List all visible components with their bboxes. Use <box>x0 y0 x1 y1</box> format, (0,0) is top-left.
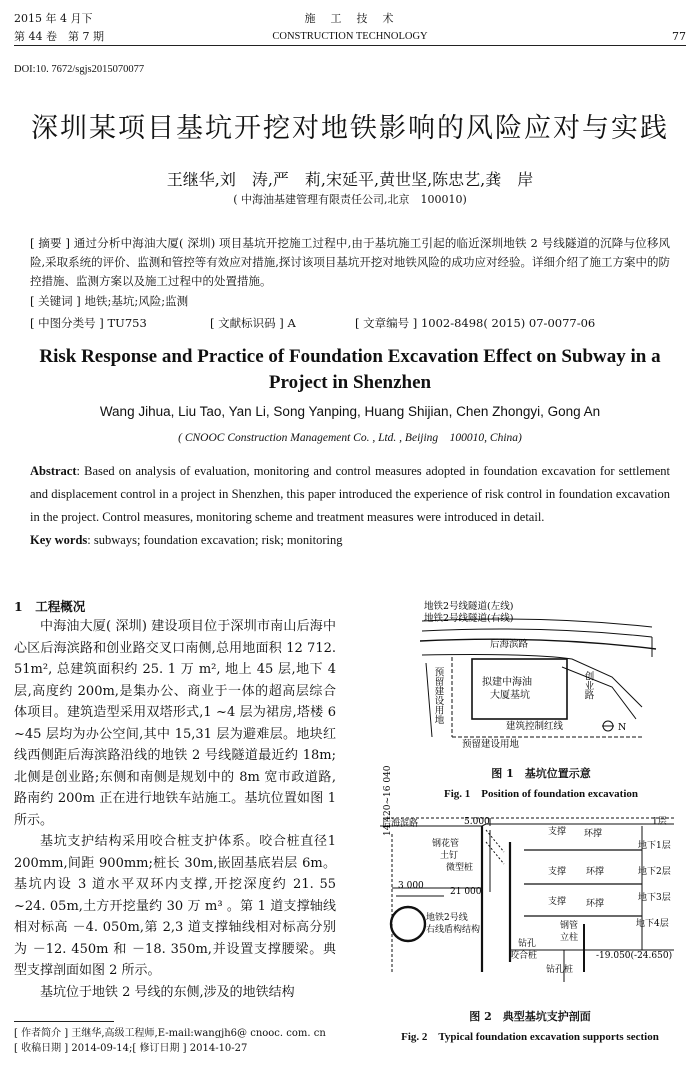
body-paragraph-3: 基坑位于地铁 2 号线的东侧,涉及的地铁结构 <box>40 984 295 1000</box>
fig2-soil-nail: 土钉 <box>440 851 459 861</box>
figure-2-caption-cn: 图 2 典型基坑支护剖面 <box>469 1010 591 1023</box>
figure-1-caption-cn: 图 1 基坑位置示意 <box>491 767 591 780</box>
fig2-level-b1: 地下1层 <box>638 841 671 851</box>
keywords-en-text: : subways; foundation excavation; risk; monitoring <box>87 533 343 547</box>
fig1-control-line: 建筑控制红线 <box>506 721 564 732</box>
doc-code: [ 文献标识码 ] A <box>210 316 296 330</box>
keywords-cn-text: 地铁;基坑;风险;监测 <box>80 294 189 308</box>
body-paragraph-1: 中海油大厦( 深圳) 建设项目位于深圳市南山后海中心区后海滨路和创业路交叉口南侧,总用地面积 12 712. 51m², 总建筑面积约 25. 1 万 m², 地上 45 层,地下 4 层,高度约 200m,是集办公、商业于一体的超高层综合体项目。建筑造型采用双塔形式,1 ~4 层为裙房,塔楼 6 ~45 层均为办公空间,其中 15,31 层为避难层。地块红线西侧距后海滨路沿线的地铁 2 号线隧道最近约 18m;北侧是创业路;东侧和南侧是规划中的 8m 宽市政道路,路南约 200m 正在进行地铁车站施工。基坑位置如图 1 所示。 <box>14 619 336 828</box>
fig2-level-1: 1层 <box>652 817 667 827</box>
fig2-dim-21000: 21 000 <box>450 887 482 897</box>
affiliation: ( 中海油基建管理有限责任公司,北京 100010) <box>233 193 467 206</box>
fig1-tunnel-left: 地铁2号线隧道(左线) <box>424 601 514 612</box>
fig1-tunnel-right: 地铁2号线隧道(右线) <box>424 613 514 624</box>
fig2-bored-pile2: 咬合桩 <box>510 951 538 961</box>
page-number: 77 <box>672 30 686 43</box>
volume-issue: 第 44 卷 第 7 期 <box>14 30 104 43</box>
fig1-site2: 大厦基坑 <box>490 690 530 701</box>
affiliation-en: ( CNOOC Construction Management Co. , Ltd. , Beijing 100010, China) <box>178 432 522 444</box>
fig2-strut-1: 支撑 <box>548 827 567 837</box>
footnote-author: [ 作者简介 ] 王继华,高级工程师,E-mail:wangjh6@ cnooc. com. cn <box>14 1028 326 1039</box>
fig2-steel-column2: 立柱 <box>560 933 579 943</box>
fig1-road: 后海滨路 <box>490 639 529 650</box>
abstract-en-label: Abstract <box>30 464 77 478</box>
fig2-micro-pile: 微型桩 <box>446 863 474 873</box>
fig2-ring-3: 环撑 <box>586 899 605 909</box>
fig2-dim-top: 5.000 <box>464 817 490 827</box>
fig2-bored-pile3: 钻孔桩 <box>546 965 574 975</box>
fig2-road: 后海滨路 <box>382 819 419 829</box>
abstract-en-text: : Based on analysis of evaluation, monitoring and control measures adopted in foundation excavation for settlement and displacement control in a project in Shenzhen, this paper introduced the experience of risk control in foundation excavation in the project. Control measures, monitoring scheme and treatment measures were introduced in detail. <box>30 464 670 524</box>
tunnel-icon <box>391 907 425 941</box>
fig1-north: N <box>618 722 627 733</box>
keywords-cn-label: [ 关键词 ] <box>30 294 81 308</box>
journal-name-cn: 施 工 技 术 <box>304 12 396 25</box>
fig2-level-b3: 地下3层 <box>638 893 671 903</box>
fig2-steel-column: 钢管 <box>560 921 579 931</box>
author-list-en: Wang Jihua, Liu Tao, Yan Li, Song Yanping, Huang Shijian, Chen Zhongyi, Gong An <box>99 404 601 419</box>
fig2-tunnel2: 右线盾构结构 <box>426 925 481 935</box>
abstract-en <box>30 460 670 552</box>
footnote-dates: [ 收稿日期 ] 2014-09-14;[ 修订日期 ] 2014-10-27 <box>14 1043 248 1054</box>
keywords-cn <box>30 293 670 309</box>
fig2-ring-2: 环撑 <box>586 867 605 877</box>
abstract-cn-text: 通过分析中海油大厦( 深圳) 项目基坑开挖施工过程中,由于基坑施工引起的临近深圳地铁 2 号线隧道的沉降与位移风险,采取系统的评价、监测和管控等有效应对措施,探讨该项目基坑开挖对地铁风险的成功应对经验。详细介绍了施工方案中的防控措施、监测方案以及施工过程中的处置措施。 <box>30 236 670 288</box>
issue-date: 2015 年 4 月下 <box>14 12 93 25</box>
clc-number: [ 中图分类号 ] TU753 <box>30 316 147 330</box>
article-number: [ 文章编号 ] 1002-8498( 2015) 07-0077-06 <box>355 316 596 330</box>
fig1-site: 拟建中海油 <box>482 677 532 688</box>
fig2-ring-1: 环撑 <box>584 829 603 839</box>
author-list: 王继华,刘 涛,严 莉,宋延平,黄世坚,陈忠艺,龚 岸 <box>166 170 534 189</box>
figure-2-caption-en: Fig. 2 Typical foundation excavation supports section <box>401 1031 659 1043</box>
keywords-en-label: Key words <box>30 533 88 547</box>
fig2-dim-left: 14 420~16 040 <box>383 765 393 836</box>
fig2-tunnel: 地铁2号线 <box>426 913 468 923</box>
fig2-level-b2: 地下2层 <box>638 867 671 877</box>
classification-row <box>30 315 670 331</box>
doi: DOI:10. 7672/sgjs2015070077 <box>14 64 145 75</box>
journal-name-en: CONSTRUCTION TECHNOLOGY <box>272 31 428 42</box>
abstract-cn-label: [ 摘要 ] <box>30 236 71 250</box>
fig1-road-east: 创业路 <box>582 671 594 700</box>
fig1-reserved-left: 预留建设用地 <box>432 667 444 724</box>
section-heading: 1 工程概况 <box>14 599 86 614</box>
paper-title: 深圳某项目基坑开挖对地铁影响的风险应对与实践 <box>31 113 669 144</box>
section-body <box>14 616 336 1003</box>
fig2-dim-3000: 3 000 <box>398 881 424 891</box>
fig2-strut-2: 支撑 <box>548 867 567 877</box>
fig2-bored-pile: 钻孔 <box>518 939 537 949</box>
footnote-rule <box>14 1021 114 1022</box>
fig2-elevation: -19.050(-24.650) <box>596 951 673 961</box>
body-paragraph-2: 基坑支护结构采用咬合桩支护体系。咬合桩直径1 200mm,间距 900mm;桩长 30m,嵌固基底岩层 6m。基坑内设 3 道水平双环内支撑,开挖深度约 21. 55 ~24. 05m,土方开挖量约 30 万 m³ 。第 1 道支撑轴线相对标高 －4. 050m,第 2,3 道支撑轴线相对标高分别为 －12. 450m 和 －18. 350m,并设置支撑腰梁。典型支撑剖面如图 2 所示。 <box>14 834 336 978</box>
fig2-steel-pipe: 钢花管 <box>432 839 460 849</box>
fig1-reserved-bottom: 预留建设用地 <box>462 739 520 750</box>
abstract-cn <box>30 234 670 291</box>
figure-1-caption-en: Fig. 1 Position of foundation excavation <box>443 788 639 800</box>
fig2-level-b4: 地下4层 <box>636 919 669 929</box>
header-rule <box>14 45 686 46</box>
figure-1-site-plan <box>412 597 670 757</box>
paper-title-en: Risk Response and Practice of Foundation Excavation Effect on Subway in a Project in Shenzhen <box>39 346 661 393</box>
fig2-strut-3: 支撑 <box>548 897 567 907</box>
